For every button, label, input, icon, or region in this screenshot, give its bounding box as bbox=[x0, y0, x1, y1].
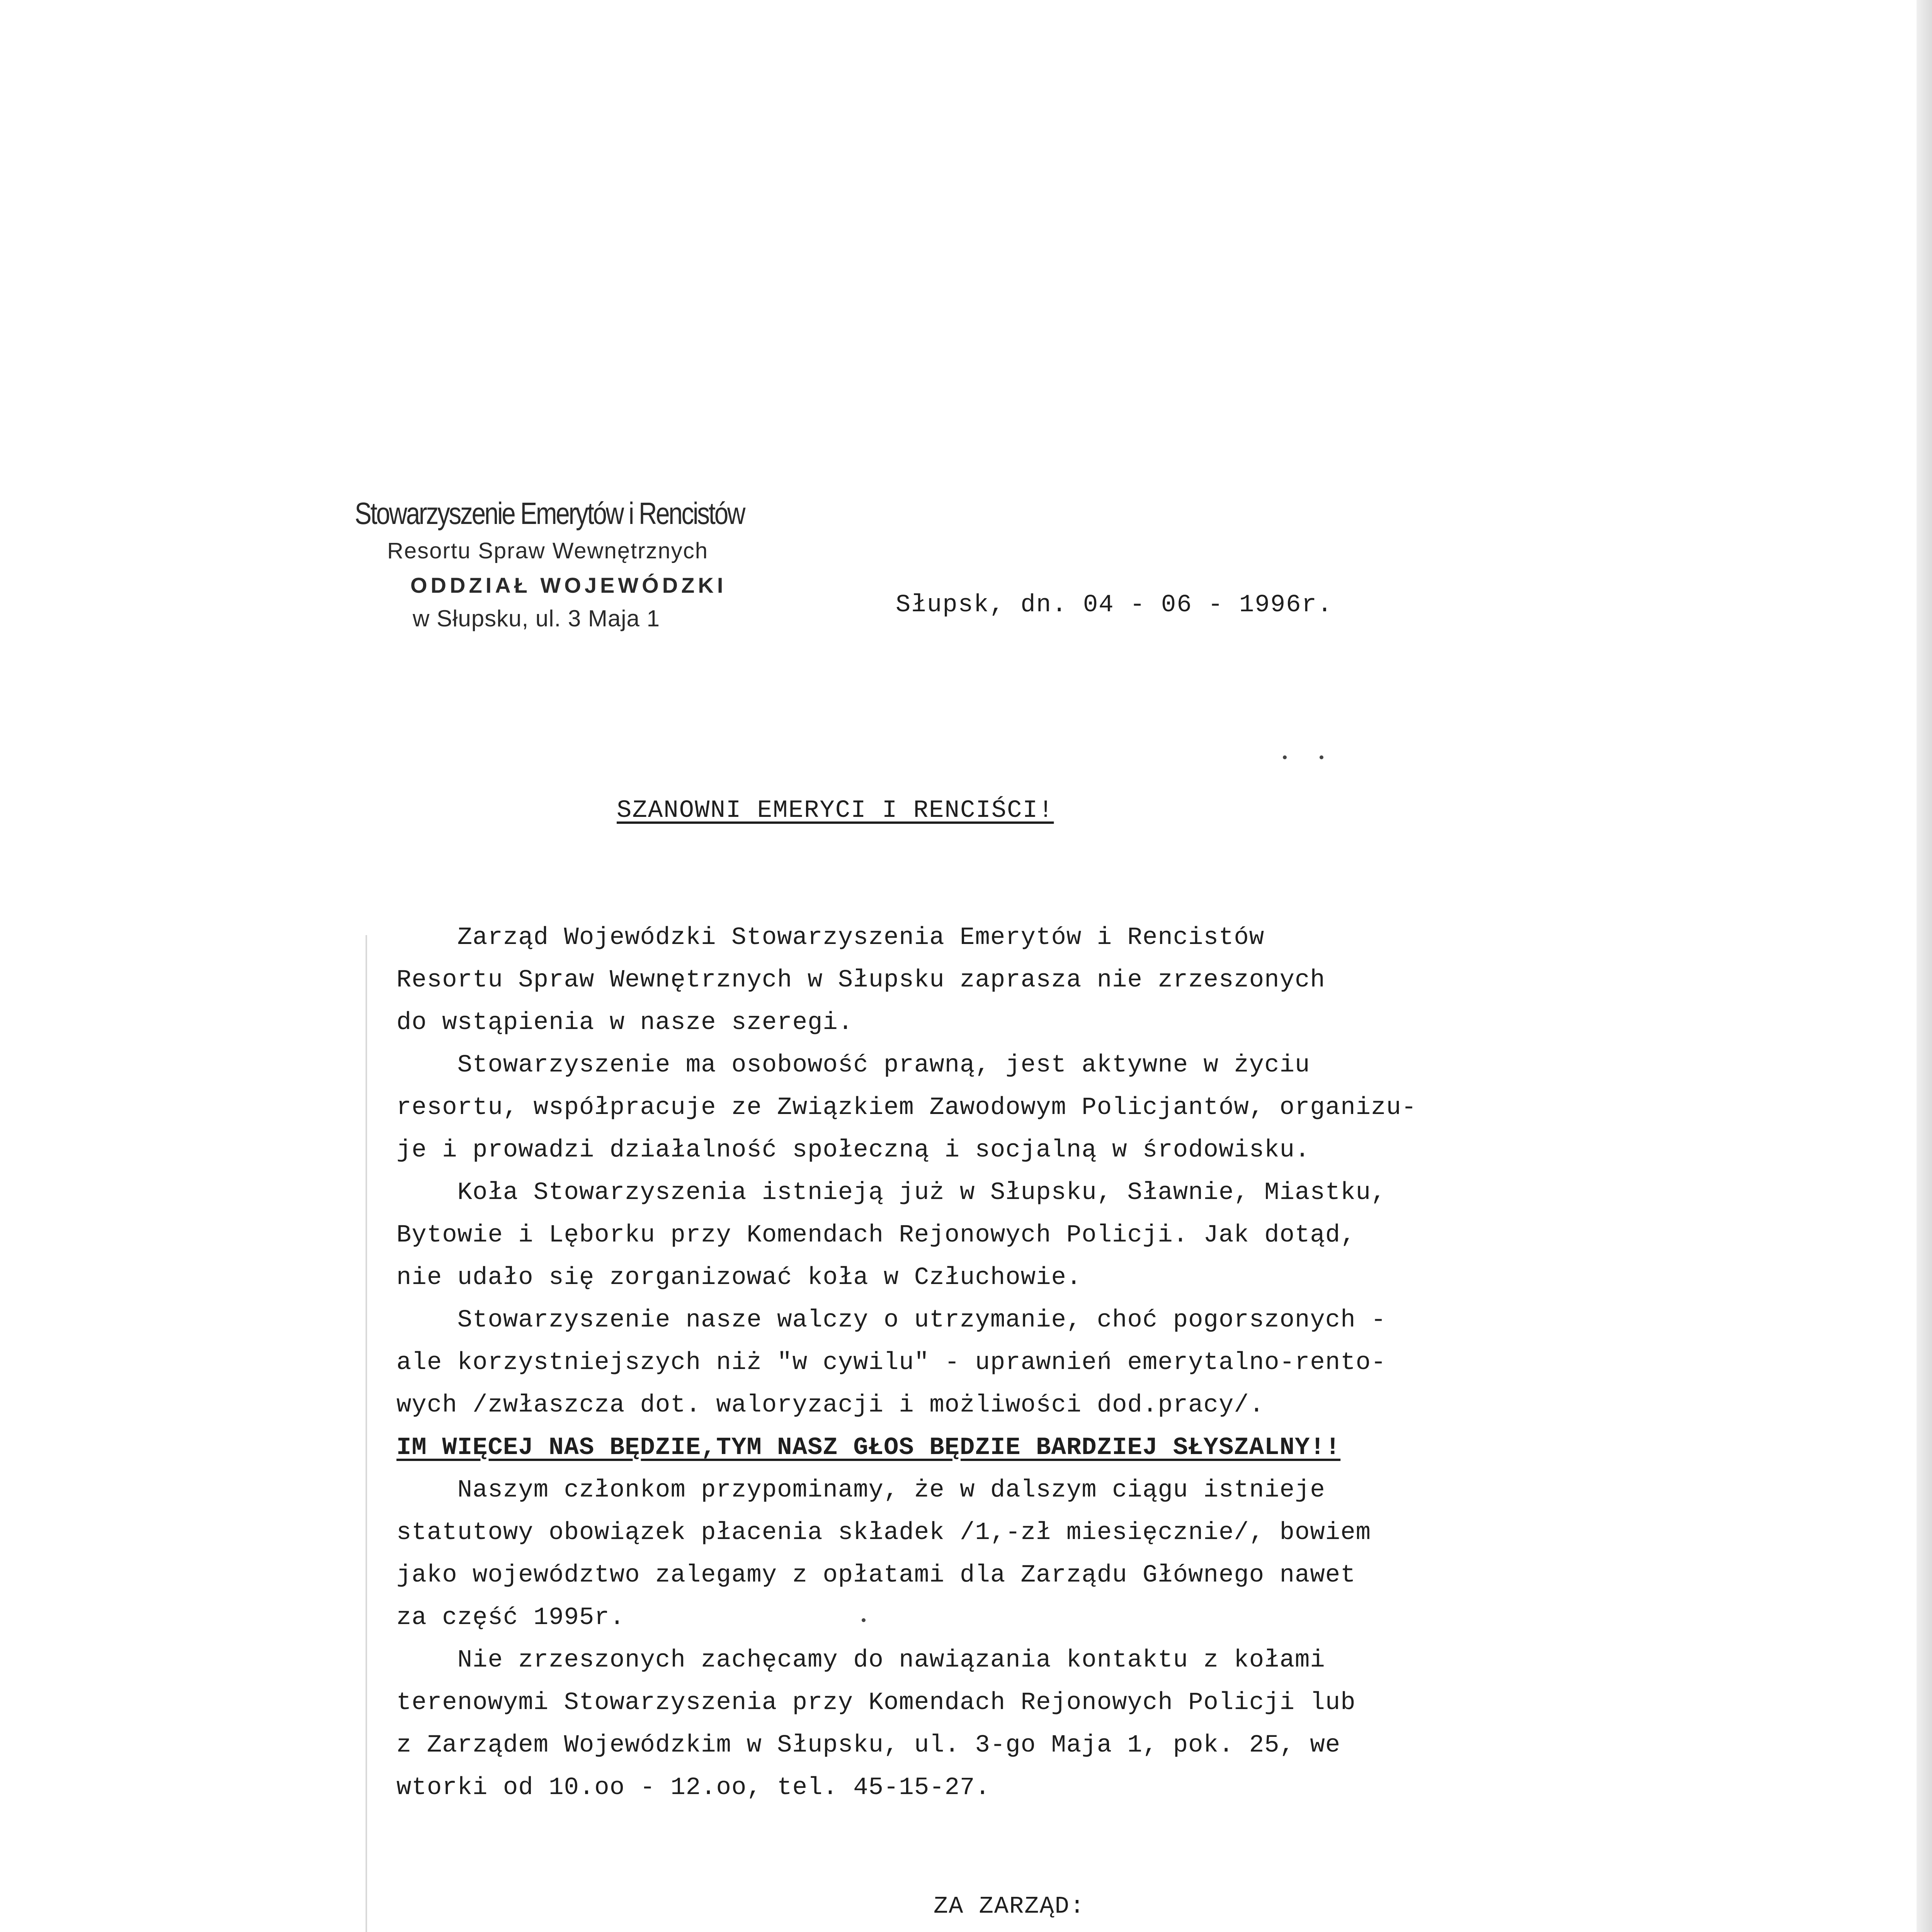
body-line: za część 1995r. bbox=[396, 1604, 625, 1632]
scan-speck bbox=[862, 1618, 866, 1622]
scan-margin-line bbox=[366, 935, 367, 1932]
handwritten-signature bbox=[958, 1924, 1306, 1932]
body-line: terenowymi Stowarzyszenia przy Komendach Rejonowych Policji lub bbox=[396, 1689, 1356, 1717]
body-line: resortu, współpracuje ze Związkiem Zawodowym Policjantów, organizu- bbox=[396, 1094, 1417, 1122]
body-line: Naszym członkom przypominamy, że w dalszym ciągu istnieje bbox=[396, 1476, 1325, 1504]
letterhead-address: w Słupsku, ul. 3 Maja 1 bbox=[413, 605, 660, 631]
body-line: Koła Stowarzyszenia istnieją już w Słupsku, Sławnie, Miastku, bbox=[396, 1179, 1386, 1207]
body-line: Stowarzyszenie nasze walczy o utrzymanie, choć pogorszonych - bbox=[396, 1306, 1386, 1334]
date-line: Słupsk, dn. 04 - 06 - 1996r. bbox=[896, 591, 1333, 619]
body-line: Resortu Spraw Wewnętrznych w Słupsku zaprasza nie zrzeszonych bbox=[396, 966, 1325, 994]
letterhead-org-name: Stowarzyszenie Emerytów i Rencistów bbox=[355, 496, 745, 531]
body-line: nie udało się zorganizować koła w Człuchowie. bbox=[396, 1264, 1082, 1292]
letterhead-branch: ODDZIAŁ WOJEWÓDZKI bbox=[410, 573, 727, 597]
body-line: z Zarządem Wojewódzkim w Słupsku, ul. 3-go Maja 1, pok. 25, we bbox=[396, 1731, 1341, 1759]
body-line: ale korzystniejszych niż "w cywilu" - uprawnień emerytalno-rento- bbox=[396, 1349, 1386, 1377]
body-line: je i prowadzi działalność społeczną i socjalną w środowisku. bbox=[396, 1136, 1310, 1164]
body-line: Nie zrzeszonych zachęcamy do nawiązania kontaktu z kołami bbox=[396, 1646, 1325, 1674]
scan-speck bbox=[1283, 755, 1287, 759]
body-line: Stowarzyszenie ma osobowość prawną, jest aktywne w życiu bbox=[396, 1051, 1310, 1079]
body-line: Zarząd Wojewódzki Stowarzyszenia Emerytów i Rencistów bbox=[396, 924, 1265, 952]
body-line: jako województwo zalegamy z opłatami dla Zarządu Głównego nawet bbox=[396, 1561, 1356, 1589]
letterhead-ministry: Resortu Spraw Wewnętrznych bbox=[387, 538, 709, 563]
salutation: SZANOWNI EMERYCI I RENCIŚCI! bbox=[617, 797, 1054, 825]
body-line: Bytowie i Lęborku przy Komendach Rejonowych Policji. Jak dotąd, bbox=[396, 1221, 1356, 1249]
body-line: wtorki od 10.oo - 12.oo, tel. 45-15-27. bbox=[396, 1774, 990, 1802]
body-line: do wstąpienia w nasze szeregi. bbox=[396, 1009, 854, 1037]
closing-label: ZA ZARZĄD: bbox=[934, 1893, 1085, 1920]
scan-speck bbox=[1320, 755, 1323, 759]
body-line: statutowy obowiązek płacenia składek /1,-zł miesięcznie/, bowiem bbox=[396, 1519, 1371, 1547]
body-line: wych /zwłaszcza dot. waloryzacji i możliwości dod.pracy/. bbox=[396, 1391, 1265, 1419]
letter-body bbox=[396, 917, 1575, 1809]
scan-edge-right bbox=[1917, 0, 1932, 1932]
emphasis-line: IM WIĘCEJ NAS BĘDZIE,TYM NASZ GŁOS BĘDZIE BARDZIEJ SŁYSZALNY!! bbox=[396, 1434, 1341, 1462]
